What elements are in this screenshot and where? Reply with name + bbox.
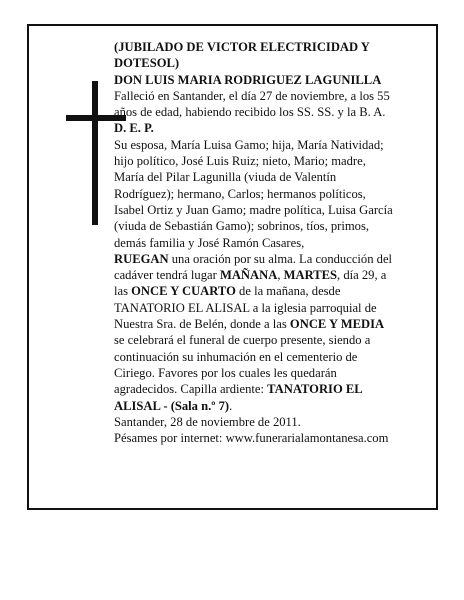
request-line: [114, 251, 426, 267]
family-line-2: hijo político, José Luis Ruiz; nieto, Mario; madre,: [114, 154, 366, 169]
family-line-7: demás familia y José Ramón Casares,: [114, 235, 305, 250]
tuesday-word: MARTES: [283, 268, 338, 283]
cross-vertical-bar: [92, 81, 98, 225]
occupation-line-2: DOTESOL): [114, 56, 180, 71]
tomorrow-word: MAÑANA: [219, 268, 278, 283]
date-line: Santander, 28 de noviembre de 2011.: [114, 414, 301, 429]
church-text: Nuestra Sra. de Belén, donde a las: [114, 317, 290, 332]
chapel-text: agradecidos. Capilla ardiente:: [114, 382, 268, 397]
rip-line: D. E. P.: [114, 121, 154, 136]
family-line-6: (viuda de Sebastián Gamo); sobrinos, tíos, primos,: [114, 219, 369, 234]
family-line-5: Isabel Ortiz y Juan Gamo; madre política, Luisa García: [114, 202, 393, 217]
funeral-line: se celebrará el funeral de cuerpo presente, siendo a: [114, 333, 371, 348]
family-line-4: Rodríguez); hermano, Carlos; hermanos políticos,: [114, 186, 366, 201]
church-line: [114, 316, 426, 332]
condolences-line: Pésames por internet: www.funerarialamontanesa.com: [114, 431, 389, 446]
time-suffix: de la mañana, desde: [235, 284, 341, 299]
procession-line: [114, 267, 426, 283]
chapel-room: ALISAL - (Sala n.º 7): [114, 398, 230, 413]
funeral-time: ONCE Y MEDIA: [289, 317, 385, 332]
family-line-1: Su esposa, María Luisa Gamo; hija, María Natividad;: [114, 137, 384, 152]
time-prefix: las: [114, 284, 132, 299]
burial-line: continuación su inhumación en el cementerio de: [114, 349, 358, 364]
route-line: TANATORIO EL ALISAL a la iglesia parroquial de: [114, 300, 377, 315]
ruegan-word: RUEGAN: [114, 251, 169, 266]
comma: ,: [277, 268, 284, 283]
death-line-1: Falleció en Santander, el día 27 de noviembre, a los 55: [114, 88, 390, 103]
obituary-text: [114, 39, 426, 446]
chapel-line: [114, 381, 426, 397]
deceased-name: DON LUIS MARIA RODRIGUEZ LAGUNILLA: [114, 72, 382, 87]
chapel-place: TANATORIO EL: [267, 382, 363, 397]
favors-line: Ciriego. Favores por los cuales les quedarán: [114, 365, 337, 380]
procession-text: cadáver tendrá lugar: [114, 268, 220, 283]
request-text: una oración por su alma. La conducción del: [168, 251, 393, 266]
death-line-2: años de edad, habiendo recibido los SS. SS. y la B. A.: [114, 105, 386, 120]
time-line: [114, 283, 426, 299]
procession-time: ONCE Y CUARTO: [131, 284, 236, 299]
procession-date: , día 29, a: [337, 268, 387, 283]
family-line-3: María del Pilar Lagunilla (viuda de Valentín: [114, 170, 337, 185]
room-line: [114, 398, 426, 414]
period: .: [229, 398, 233, 413]
occupation-line-1: (JUBILADO DE VICTOR ELECTRICIDAD Y: [114, 40, 370, 54]
